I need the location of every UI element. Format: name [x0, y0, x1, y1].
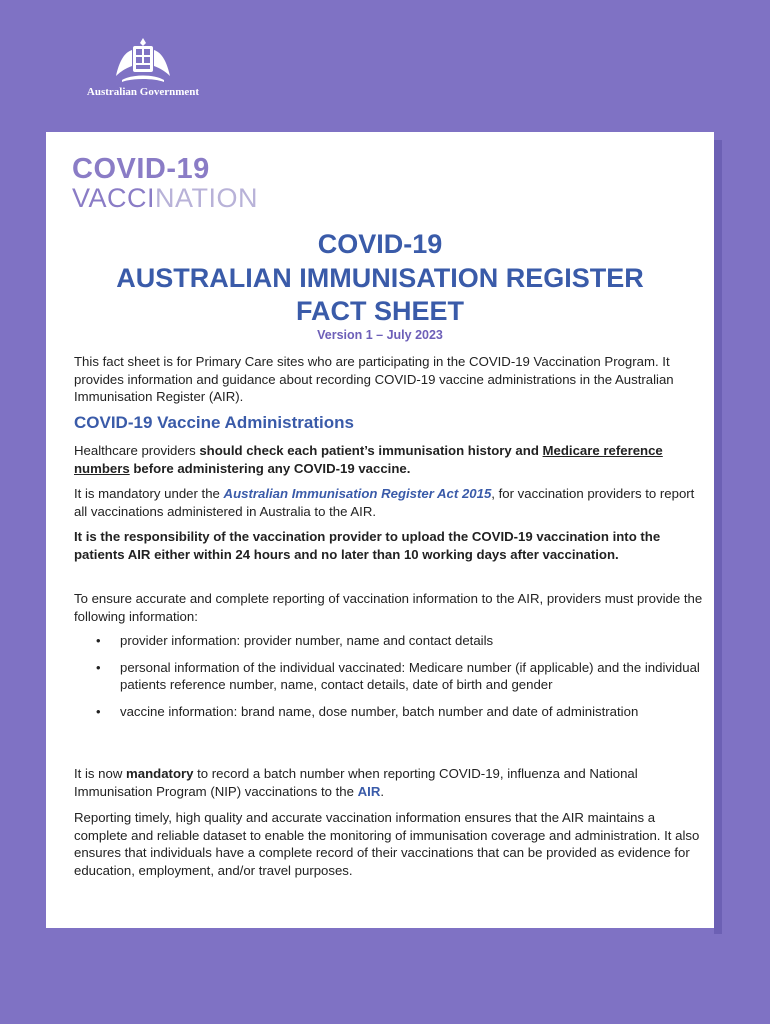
page-title-line2: AUSTRALIAN IMMUNISATION REGISTER: [116, 263, 644, 293]
list-item-text: personal information of the individual vaccinated: Medicare number (if applicable) and the individual patients reference number, name, contact details, date of birth and gender: [120, 659, 700, 692]
paragraph-mandatory-act: [74, 485, 706, 520]
logo-v: V: [72, 183, 89, 213]
page-title-line1: COVID-19: [317, 229, 443, 259]
paragraph-check-history: [74, 442, 706, 477]
list-item-text: vaccine information: brand name, dose number, batch number and date of administration: [120, 703, 639, 719]
medicare-reference-numbers-text: Medicare reference numbers: [74, 443, 663, 476]
p2-text-a: It is mandatory under the: [74, 486, 224, 501]
p5-text-c: to record a batch number when reporting COVID-19, influenza and National Immunisation Program (NIP) vaccinations to the: [74, 766, 638, 799]
bullet-icon: •: [96, 633, 101, 648]
logo-line1: COVID-19: [72, 153, 210, 185]
version-label: Version 1 – July 2023: [317, 328, 443, 342]
list-item-text: provider information: provider number, name and contact details: [120, 633, 494, 648]
fact-sheet-card: [46, 132, 714, 928]
air-act-link[interactable]: Australian Immunisation Register Act 2015: [223, 486, 492, 501]
p1-text-d: before administering any COVID-19 vaccine.: [129, 460, 411, 476]
intro-paragraph: This fact sheet is for Primary Care sites who are participating in the COVID-19 Vaccination Program. It provides information and guidance about recording COVID-19 vaccine administrations in the Australian Immunisation Register (AIR).: [74, 354, 674, 404]
covid-vaccination-logo: [72, 153, 292, 213]
section-heading: COVID-19 Vaccine Administrations: [74, 413, 354, 432]
p1-text-a: Healthcare providers: [74, 443, 200, 458]
p2-text-b: , for vaccination providers to report all vaccinations administered in Australia to the AIR.: [74, 486, 695, 519]
page-title-line3: FACT SHEET: [295, 296, 464, 326]
air-link[interactable]: AIR: [357, 783, 381, 799]
paragraph-reporting-requirements: To ensure accurate and complete reporting of vaccination information to the AIR, providers must provide the following information:: [74, 591, 703, 624]
list-item: [74, 632, 706, 650]
paragraph-responsibility: It is the responsibility of the vaccination provider to upload the COVID-19 vaccination into the patients AIR either within 24 hours and no later than 10 working days after vaccination.: [74, 529, 661, 562]
bullet-icon: •: [96, 703, 101, 719]
bullet-icon: •: [96, 659, 101, 675]
p5-text-a: It is now: [74, 766, 127, 781]
logo-line2: [72, 184, 292, 212]
p5-text-d: .: [380, 783, 385, 799]
government-name: Australian Government: [86, 86, 200, 98]
paragraph-reporting-quality: Reporting timely, high quality and accurate vaccination information ensures that the AIR maintains a complete and reliable dataset to enable the monitoring of immunisation coverage and administration. It also ensures that individuals have a complete record of their vaccinations that can be provided as evidence for education, employment, and/or travel purposes.: [74, 810, 700, 878]
list-item: [74, 703, 706, 721]
logo-acci: ACCI: [88, 183, 156, 213]
requirements-list: [74, 632, 706, 729]
paragraph-batch-number: [74, 765, 706, 800]
list-item: [74, 659, 706, 694]
logo-nation: NATION: [155, 183, 259, 213]
mandatory-text: mandatory: [126, 766, 194, 781]
p1-text-b: should check each patient’s immunisation history and: [199, 443, 543, 458]
card-shadow: [714, 140, 722, 934]
